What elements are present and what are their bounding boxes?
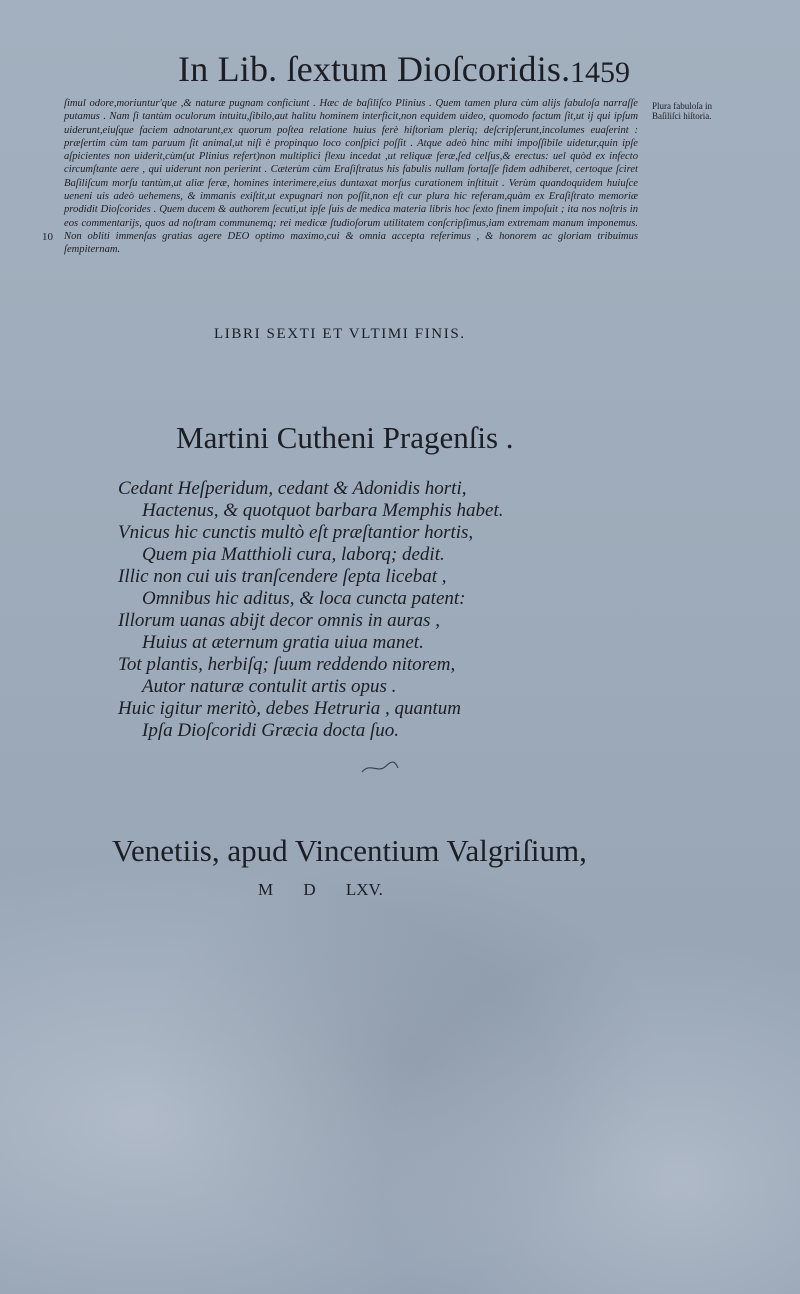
imprint-date: M D LXV. (258, 880, 383, 899)
finis-line: LIBRI SEXTI ET VLTIMI FINIS. (214, 326, 466, 342)
poem-line: Illorum uanas abijt decor omnis in auras , (118, 610, 440, 631)
poem-line: Tot plantis, herbiſq; ſuum reddendo nitorem, (118, 654, 456, 675)
poem-line: Ipſa Dioſcoridi Græcia docta ſuo. (142, 720, 400, 741)
poem-line: Hactenus, & quotquot barbara Memphis habet. (142, 500, 504, 521)
running-head: In Lib. ſextum Dioſcoridis. (178, 49, 571, 89)
page-number: 1459 (570, 56, 630, 89)
poem-line: Quem pia Matthioli cura, laborq; dedit. (142, 544, 445, 565)
poem-line: Omnibus hic aditus, & loca cuncta patent: (142, 588, 466, 609)
poem-line: Autor naturæ contulit artis opus . (142, 676, 397, 697)
imprint-line: Venetiis, apud Vincentium Valgriſium, (112, 833, 587, 868)
line-number: 10 (42, 231, 53, 243)
poem-title: Martini Cutheni Pragenſis . (176, 420, 514, 455)
flourish-ornament (360, 758, 400, 776)
commentary-paragraph: ſimul odore,moriuntur'que ,& naturæ pugnam conficiunt . Hæc de baſiliſco Plinius . Quem tamen plura cùm alijs fabuloſa narraſſe putamus . Nam ſi tantùm oculorum intuitu,ſibilo,aut halitu hominem interficit,non equidem uideo, quomodo factum ſit,ut ij qui ipſum uiderunt,eiuſque faciem adnotarunt,ex quorum poſtea relatione huius ferè hiſtoriam pleriq; deſcripſerunt,incolumes euaſerint : præſertim cùm tam paruum ſit animal,ut niſi è propinquo loco conſpici poſſit . Atque adeò hinc mihi impoſſibile uidetur,quin ipſe aſpicientes non uiderit,cùm(ut Plinius refert)non multiplici flexu incedat ,ut reliquæ feræ,ſed celſus,& erectus: uel quòd ex infecto circumſtante aere , qui uiderunt non perierint . Cæterùm cùm Eraſiſtratus his fabulis nullam fortaſſe fidem adhiberet, certoque ſciret Baſiliſcum morſu tantùm,ut aliæ feræ, homines interimere,eius duntaxat morſus curationem inſtituit . Verùm quandoquidem huiuſce ueneni uis adeò uehemens, & immanis exiſtit,ut expugnari non poſſit,non eſt cur plura hic referam,quàm ex Eraſiſtrato memoriæ prodidit Dioſcorides . Quem ducem & authorem ſecuti,ut ipſe ſuis de medica materia libris hoc ſexto finem impoſuit ; ita nos noſtris in eos commentarijs, quos ad noſtram communemq; rei medicæ ſtudioſorum utilitatem conſcripſimus,iam extremam manum imponemus. Non obliti immenſas gratias agere DEO optimo maximo,cui & omnia accepta referimus , & honorem ac gloriam tribuimus ſempiternam. (64, 98, 638, 256)
poem-line: Vnicus hic cunctis multò eſt præſtantior hortis, (118, 522, 474, 543)
poem-line: Illic non cui uis tranſcendere ſepta licebat , (118, 566, 447, 587)
poem-line: Huius at æternum gratia uiua manet. (142, 632, 424, 653)
poem-line: Huic igitur meritò, debes Hetruria , quantum (118, 698, 462, 719)
marginal-note: Plura fabuloſa in Baſiliſci hiſtoria. (652, 101, 712, 121)
poem-line: Cedant Heſperidum, cedant & Adonidis horti, (118, 478, 467, 499)
